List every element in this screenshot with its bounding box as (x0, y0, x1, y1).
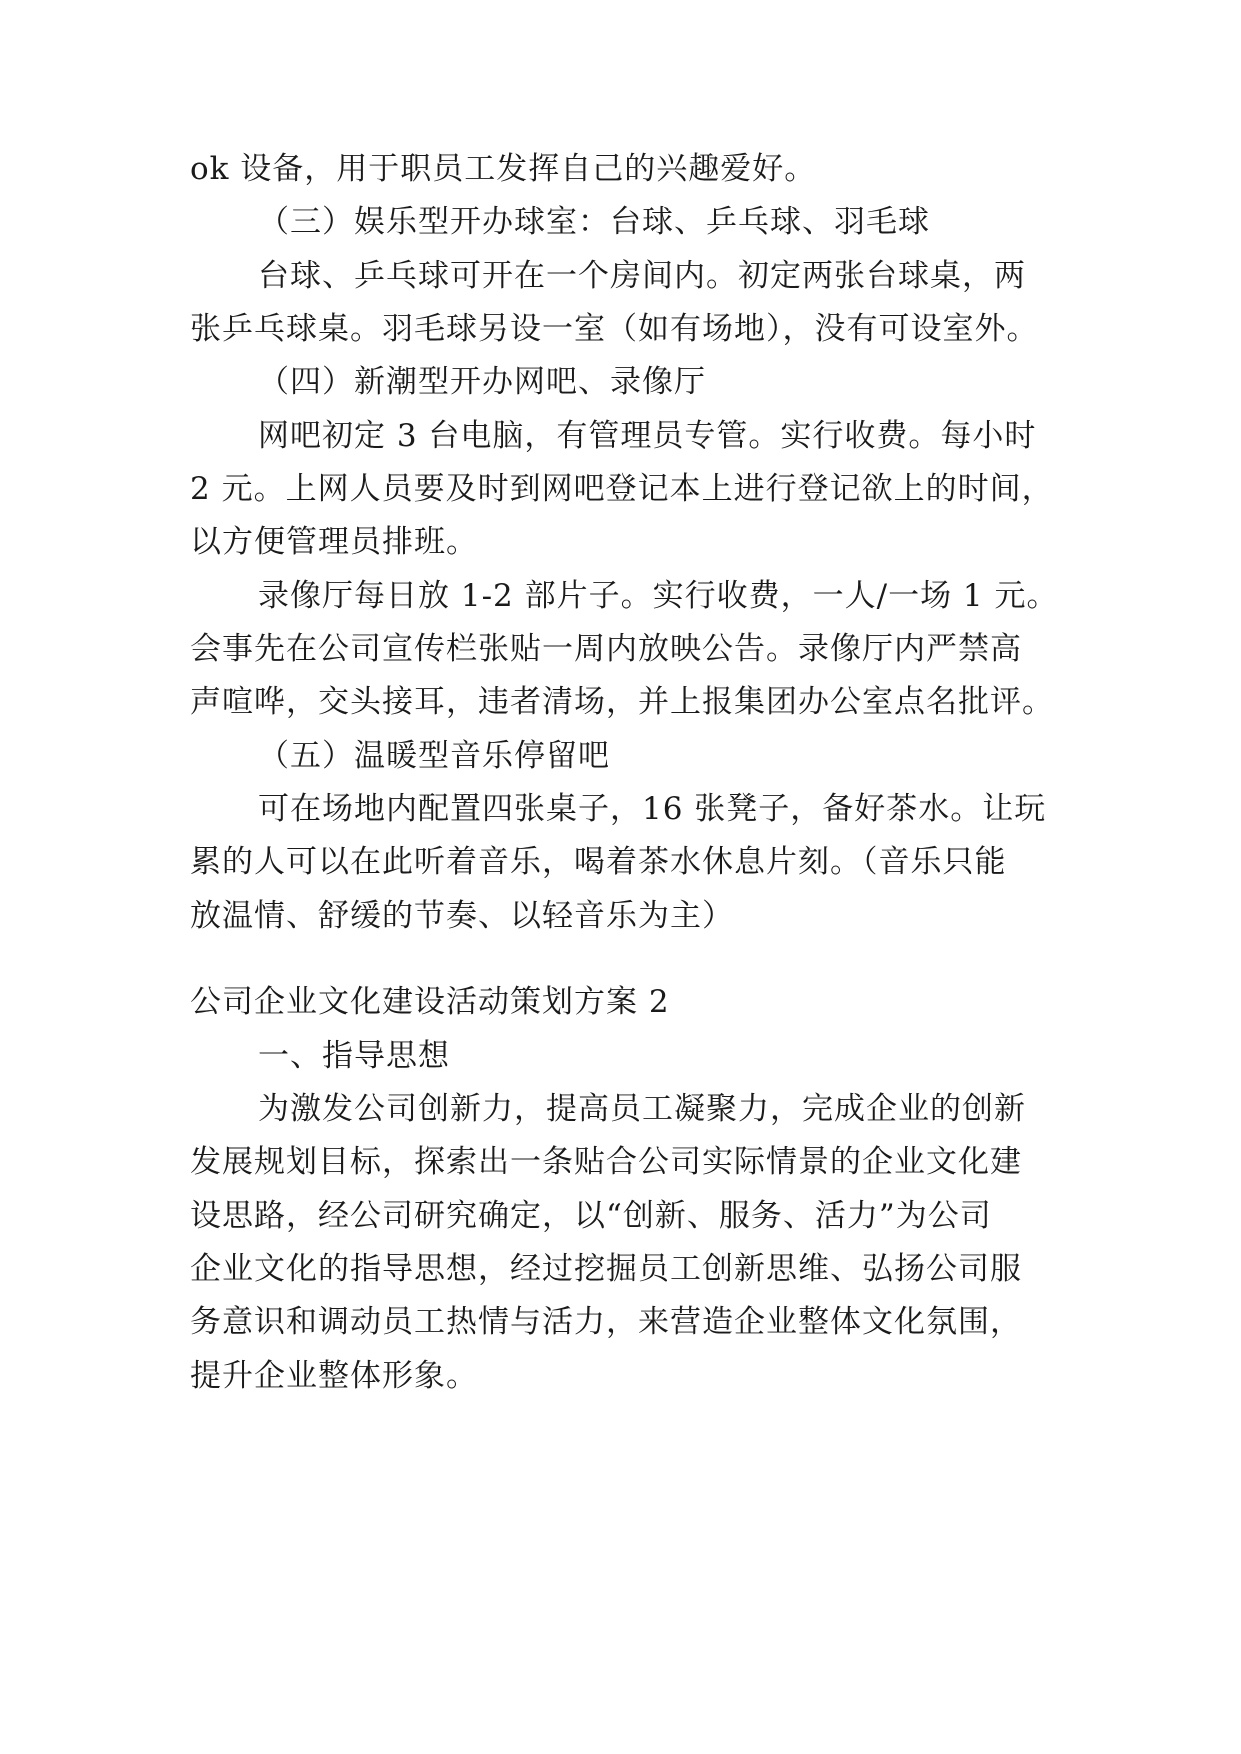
text-line-10: 会事先在公司宣传栏张贴一周内放映公告。录像厅内严禁高 (190, 631, 1022, 667)
text-line-19: 发展规划目标，探索出一条贴合公司实际情景的企业文化建 (190, 1144, 1022, 1180)
text-line-11: 声喧哗，交头接耳，违者清场，并上报集团办公室点名批评。 (190, 684, 1054, 720)
section-heading-guiding-thought: 一、指导思想 (258, 1038, 450, 1074)
text-line-15: 放温情、舒缓的节奏、以轻音乐为主） (190, 898, 734, 934)
text-line-1: ok 设备，用于职员工发挥自己的兴趣爱好。 (190, 151, 817, 187)
text-line-20: 设思路，经公司研究确定，以“创新、服务、活力”为公司 (190, 1198, 992, 1234)
section-heading-5: （五）温暖型音乐停留吧 (258, 738, 610, 774)
text-line-4: 张乒乓球桌。羽毛球另设一室（如有场地），没有可设室外。 (190, 311, 1039, 347)
document-title: 公司企业文化建设活动策划方案 2 (190, 984, 670, 1020)
text-line-21: 企业文化的指导思想，经过挖掘员工创新思维、弘扬公司服 (190, 1251, 1022, 1287)
text-line-7: 2 元。上网人员要及时到网吧登记本上进行登记欲上的时间， (190, 471, 1054, 507)
section-heading-3: （三）娱乐型开办球室：台球、乒乓球、羽毛球 (258, 204, 930, 240)
text-line-6: 网吧初定 3 台电脑，有管理员专管。实行收费。每小时 (258, 418, 1037, 454)
text-line-14: 累的人可以在此听着音乐，喝着茶水休息片刻。（音乐只能 (190, 844, 1007, 880)
section-heading-4: （四）新潮型开办网吧、录像厅 (258, 364, 706, 400)
text-line-8: 以方便管理员排班。 (190, 524, 478, 560)
text-line-13: 可在场地内配置四张桌子，16 张凳子，备好茶水。让玩 (258, 791, 1047, 827)
text-line-3: 台球、乒乓球可开在一个房间内。初定两张台球桌，两 (258, 258, 1026, 294)
text-line-18: 为激发公司创新力，提高员工凝聚力，完成企业的创新 (258, 1091, 1026, 1127)
text-line-22: 务意识和调动员工热情与活力，来营造企业整体文化氛围， (190, 1304, 1022, 1340)
text-line-23: 提升企业整体形象。 (190, 1358, 478, 1394)
text-line-9: 录像厅每日放 1-2 部片子。实行收费，一人/一场 1 元。 (258, 578, 1059, 614)
